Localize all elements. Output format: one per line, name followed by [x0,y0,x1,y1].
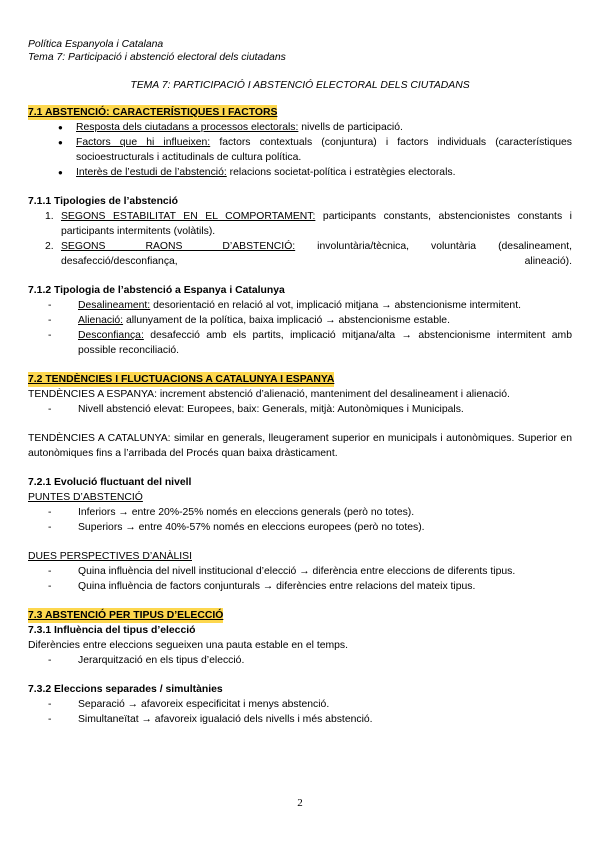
list-item [28,209,572,239]
dash-list-7-1-2 [28,298,572,358]
section-heading-7-2: 7.2 TENDÈNCIES I FLUCTUACIONS A CATALUNYA I ESPANYA [28,374,335,385]
list-item: - Simultaneïtat → afavoreix igualació dels nivells i més abstenció. [28,712,572,727]
list-item-number: 1. [45,211,54,222]
subsection-heading-7-3-1: 7.3.1 Influència del tipus d’elecció [28,625,196,636]
list-item [28,239,572,269]
list-item-label: Factors que hi influeixen: [76,137,211,148]
list-item: - Quina influència del nivell institucional d’elecció → diferència entre eleccions de diferents tipus. [28,564,572,579]
list-item-number: 2. [45,241,54,252]
subsection-heading-7-1-1: 7.1.1 Tipologies de l’abstenció [28,196,178,207]
running-header-topic: Tema 7: Participació i abstenció electoral dels ciutadans [28,52,286,63]
dash-list-7-3-1 [28,653,572,668]
list-item-label: Desconfiança: [78,330,144,341]
dash-list-espanya [28,402,572,417]
dash-list-7-3-2 [28,697,572,727]
list-item: - Nivell abstenció elevat: Europees, baix: Generals, mitjà: Autonòmiques i Municipals. [28,402,572,417]
list-item-text: desafecció amb els partits, implicació mitjana/alta → abstencionisme intermitent amb possible reconciliació. [78,330,572,356]
list-item-text: factors contextuals (conjuntura) i factors individuals (característiques socioestructurals i actitudinals de cultura política. [76,137,572,163]
paragraph-tendencies-catalunya: TENDÈNCIES A CATALUNYA: similar en generals, lleugerament superior en municipals i autonòmiques. Superior en autonòmiques fins a l’arribada del Procés quan baixa dràsticament. [28,433,572,459]
label-puntes-abstencio: PUNTES D’ABSTENCIÓ [28,492,143,503]
list-item-text: involuntària/tècnica, voluntària (desalineament, desafecció/desconfiança, alineació). [61,241,573,267]
list-item-label: Desalineament: [78,300,151,311]
section-heading-7-1: 7.1 ABSTENCIÓ: CARACTERÍSTIQUES I FACTORS [28,107,278,118]
list-item-text: allunyament de la política, baixa implicació → abstencionisme estable. [123,315,450,326]
subsection-heading-7-2-1: 7.2.1 Evolució fluctuant del nivell [28,477,192,488]
list-item-text: relacions societat-política i estratègies electorals. [226,167,456,178]
bullet-list-7-1 [28,120,572,180]
list-item [28,135,572,165]
list-item [28,313,572,328]
list-item-label: Alienació: [78,315,124,326]
list-item [28,328,572,358]
list-item-label: Resposta dels ciutadans a processos electorals: [76,122,299,133]
list-item [28,165,572,180]
list-item [28,298,572,313]
list-item [28,120,572,135]
document-page [28,38,572,727]
list-item-text: participants constants, abstencionistes constants i participants intermitents (volàtils). [61,211,572,237]
list-item: - Superiors → entre 40%-57% només en eleccions europees (però no totes). [28,520,572,535]
running-header-course: Política Espanyola i Catalana [28,39,164,50]
list-item-label: Interès de l’estudi de l’abstenció: [76,167,227,178]
list-item: - Inferiors → entre 20%-25% només en eleccions generals (però no totes). [28,505,572,520]
paragraph-7-3-1: Diferències entre eleccions segueixen una pauta estable en el temps. [28,640,348,651]
list-item-text: desorientació en relació al vot, implicació mitjana → abstencionisme intermitent. [150,300,521,311]
list-item: - Jerarquització en els tipus d’elecció. [28,653,572,668]
subsection-heading-7-3-2: 7.3.2 Eleccions separades / simultànies [28,684,223,695]
list-item: - Quina influència de factors conjunturals → diferències entre relacions del mateix tipus. [28,579,572,594]
numbered-list-7-1-1 [28,209,572,269]
page-number: 2 [297,797,303,809]
list-item-label: SEGONS RAONS D’ABSTENCIÓ: [61,241,296,252]
document-title: TEMA 7: PARTICIPACIÓ I ABSTENCIÓ ELECTORAL DELS CIUTADANS [130,80,470,91]
subsection-heading-7-1-2: 7.1.2 Tipologia de l’abstenció a Espanya i Catalunya [28,285,285,296]
list-item: - Separació → afavoreix especificitat i menys abstenció. [28,697,572,712]
section-heading-7-3: 7.3 ABSTENCIÓ PER TIPUS D’ELECCIÓ [28,610,224,621]
list-item-text: nivells de participació. [298,122,403,133]
dash-list-puntes [28,505,572,535]
paragraph-tendencies-espanya: TENDÈNCIES A ESPANYA: increment abstenció d’alienació, manteniment del desalineament i alienació. [28,389,510,400]
dash-list-perspectives [28,564,572,594]
label-perspectives-analisi: DUES PERSPECTIVES D’ANÀLISI [28,551,192,562]
list-item-label: SEGONS ESTABILITAT EN EL COMPORTAMENT: [61,211,316,222]
